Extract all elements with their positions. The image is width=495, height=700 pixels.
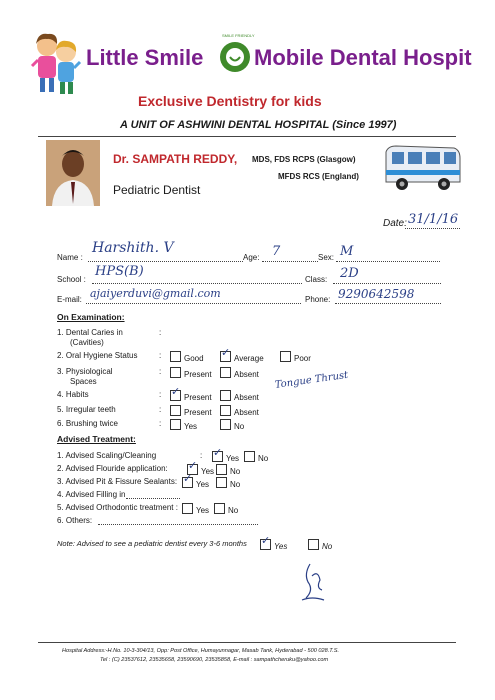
checkbox[interactable] [220,419,231,430]
kids-logo [30,30,82,98]
doctor-signature [298,560,328,605]
colon: : [159,351,162,360]
brushing-yes-option[interactable] [170,419,197,431]
option-label: Present [184,393,212,402]
filling-underline [126,498,180,499]
date-value: 31/1/16 [408,212,459,227]
orthodontic-yes-option[interactable] [182,503,209,515]
phone-label: Phone: [305,295,331,304]
treatment-scaling: 1. Advised Scaling/Cleaning [57,451,157,460]
note-no-option[interactable] [308,539,332,551]
option-label: Present [184,408,212,417]
checkbox[interactable] [220,405,231,416]
hygiene-average-option[interactable] [220,351,264,363]
doctor-photo [46,140,100,206]
option-label: Poor [294,354,311,363]
option-label: Good [184,354,204,363]
email-underline [86,303,301,304]
option-label: Average [234,354,264,363]
school-underline [92,283,302,284]
app-title-right: Mobile Dental Hospit [254,45,472,70]
checkbox[interactable] [280,351,291,362]
sealants-no-option[interactable] [216,477,240,489]
hygiene-good-option[interactable] [170,351,204,363]
mobile-dental-bus-image [382,142,462,194]
treatment-fluoride: 2. Advised Flouride application: [57,464,168,473]
spaces-absent-option[interactable] [220,367,259,379]
sex-value: M [340,244,354,259]
age-value: 7 [272,244,281,259]
tagline: Exclusive Dentistry for kids [138,93,322,109]
others-underline [98,524,258,525]
colon: : [159,390,162,399]
checkbox[interactable] [308,539,319,550]
date-label: Date: [383,218,407,229]
doctor-name: Dr. SAMPATH REDDY, [113,152,238,166]
irregular-absent-option[interactable] [220,405,259,417]
checkbox[interactable] [170,351,181,362]
date-underline [405,228,460,229]
divider-bottom [38,642,456,643]
hygiene-poor-option[interactable] [280,351,311,363]
treatment-sealants: 3. Advised Pit & Fissure Sealants: [57,477,178,486]
exam-item-habits: 4. Habits [57,390,89,399]
spaces-present-option[interactable] [170,367,212,379]
smile-friendly-badge [218,40,252,74]
exam-item-brushing: 6. Brushing twice [57,419,118,428]
option-label: No [230,467,241,476]
class-value: 2D [340,266,359,281]
treatment-heading: Advised Treatment: [57,434,136,444]
scaling-no-option[interactable] [244,451,268,463]
email-label: E-mail: [57,295,82,304]
habit-note: Tongue Thrust [274,369,349,391]
option-label: No [230,480,241,489]
option-label: No [322,542,333,551]
sealants-yes-option[interactable] [182,477,209,489]
footer-address: Hospital Address:-H.No. 10-3-304/13, Opp: Post Office, Humayunnagar, Masab Tank, Hyderabad - 500 028.T.S. [62,648,340,654]
fluoride-no-option[interactable] [216,464,240,476]
email-value: ajaiyerduvi@gmail.com [90,287,221,300]
school-label: School : [57,275,86,284]
checkbox[interactable] [214,503,225,514]
checkbox[interactable] [182,503,193,514]
checkbox[interactable] [170,405,181,416]
exam-item-spaces: 3. Physiological [57,367,113,376]
colon: : [200,451,203,460]
checkbox[interactable] [220,390,231,401]
option-label: Absent [234,408,259,417]
note-yes-option[interactable] [260,539,287,551]
exam-item-spaces-sub: Spaces [70,377,97,386]
checkbox[interactable] [216,464,227,475]
option-label: No [234,422,245,431]
name-value: Harshith. V [92,240,174,256]
doctor-quals-1: MDS, FDS RCPS (Glasgow) [252,155,356,164]
checkbox-checked[interactable] [260,539,271,550]
habits-absent-option[interactable] [220,390,259,402]
footer-contact: Tel : (C) 23537612, 23535658, 23590690, 23535858, E-mail : sampathcheruku@yahoo.com [100,657,329,663]
exam-item-caries-sub: (Cavities) [70,338,104,347]
option-label: Present [184,370,212,379]
checkbox[interactable] [170,367,181,378]
age-label: Age: [243,253,260,262]
school-value: HPS(B) [95,264,144,279]
treatment-filling: 4. Advised Filling in [57,490,126,499]
option-label: Yes [274,542,288,551]
orthodontic-no-option[interactable] [214,503,238,515]
option-label: No [228,506,239,515]
colon: : [159,419,162,428]
badge-text: SMILE FRIENDLY [222,33,255,38]
name-label: Name : [57,253,83,262]
doctor-specialty: Pediatric Dentist [113,183,201,197]
exam-item-caries: 1. Dental Caries in [57,328,123,337]
divider-top [38,136,456,137]
checkbox-checked[interactable] [220,351,231,362]
habits-present-option[interactable] [170,390,212,402]
exam-item-hygiene: 2. Oral Hygiene Status [57,351,138,360]
class-underline [333,283,441,284]
examination-heading: On Examination: [57,312,125,322]
irregular-present-option[interactable] [170,405,212,417]
scaling-yes-option[interactable] [212,451,239,463]
treatment-orthodontic: 5. Advised Orthodontic treatment : [57,503,178,512]
option-label: Yes [201,467,215,476]
option-label: Absent [234,393,259,402]
colon: : [159,367,162,376]
phone-value: 9290642598 [338,287,415,301]
option-label: Absent [234,370,259,379]
option-label: No [258,454,269,463]
exam-item-irregular: 5. Irregular teeth [57,405,116,414]
sex-underline [336,261,440,262]
phone-underline [335,303,441,304]
colon: : [159,405,162,414]
checkbox[interactable] [216,477,227,488]
checkbox[interactable] [170,419,181,430]
unit-line: A UNIT OF ASHWINI DENTAL HOSPITAL (Since 1997) [120,119,397,131]
age-underline [262,261,318,262]
option-label: Yes [184,422,198,431]
class-label: Class: [305,275,328,284]
sex-label: Sex: [318,253,335,262]
option-label: Yes [196,480,210,489]
option-label: Yes [196,506,210,515]
checkbox-checked[interactable] [182,477,193,488]
followup-note: Note: Advised to see a pediatric dentist every 3-6 months [57,539,247,548]
brushing-no-option[interactable] [220,419,244,431]
doctor-quals-2: MFDS RCS (England) [278,172,359,181]
app-title: Little Smile [86,45,204,70]
colon: : [159,328,162,337]
treatment-others: 6. Others: [57,516,93,525]
option-label: Yes [226,454,240,463]
checkbox-checked[interactable] [170,390,181,401]
checkbox-checked[interactable] [212,451,223,462]
checkbox[interactable] [244,451,255,462]
name-underline [88,261,243,262]
checkbox[interactable] [220,367,231,378]
